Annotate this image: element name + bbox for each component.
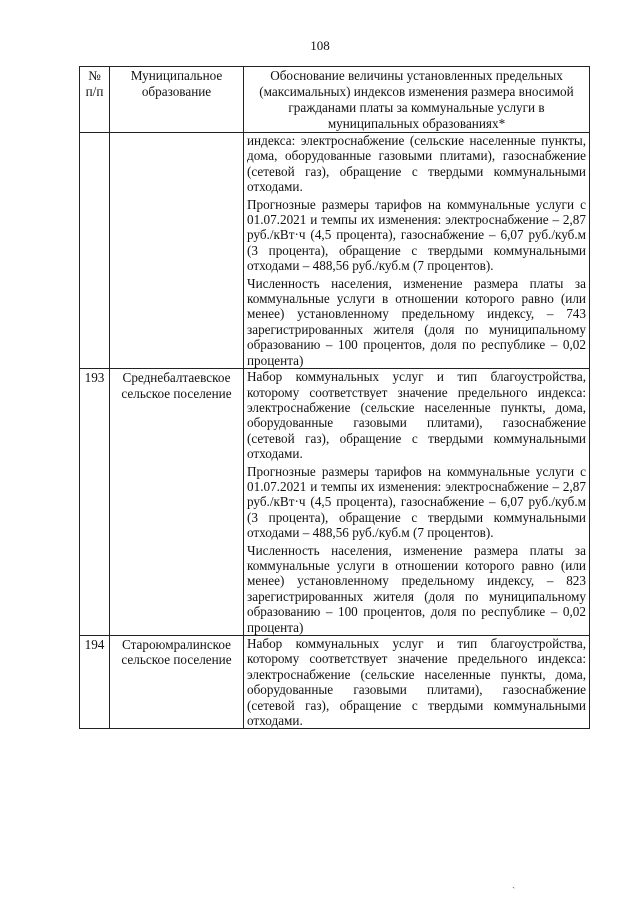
header-municipality: Муниципальное образование: [110, 67, 244, 133]
paragraph: Численность населения, изменение размера платы за коммунальные услуги в отношении которого равно (или менее) установленному предельному индексу, – 823 зарегистрированных жителя (доля по муниципальному образованию – 100 процентов, доля по республике – 0,02 процента): [247, 542, 586, 635]
row-municipality: Староюмралинское сельское поселение: [110, 636, 244, 729]
row-justification: [244, 133, 590, 369]
row-justification: [244, 369, 590, 636]
paragraph: индекса: электроснабжение (сельские населенные пункты, дома, оборудованные газовыми плитами), газоснабжение (сетевой газ), обращение с твердыми коммунальными отходами.: [247, 133, 586, 195]
table-row: [80, 636, 590, 729]
paragraph: Численность населения, изменение размера платы за коммунальные услуги в отношении которого равно (или менее) установленному предельному индексу, – 743 зарегистрированных жителя (доля по муниципальному образованию – 100 процентов, доля по республике – 0,02 процента): [247, 275, 586, 368]
page-number: 108: [310, 38, 330, 53]
table-row: [80, 133, 590, 369]
header-justification: Обоснование величины установленных предельных (максимальных) индексов изменения размера вносимой гражданами платы за коммунальные услуги в муниципальных образованиях*: [244, 67, 590, 133]
row-num: [80, 133, 110, 369]
paragraph: Прогнозные размеры тарифов на коммунальные услуги с 01.07.2021 и темпы их изменения: электроснабжение – 2,87 руб./кВт·ч (4,5 процента), газоснабжение – 6,07 руб./куб.м (3 процента), обращение с твердыми коммунальными отходами – 488,56 руб./куб.м (7 процентов).: [247, 463, 586, 541]
row-municipality: [110, 133, 244, 369]
header-num: № п/п: [80, 67, 110, 133]
tariff-table: [79, 66, 590, 729]
row-num: 194: [80, 636, 110, 729]
row-municipality: Среднебалтаевское сельское поселение: [110, 369, 244, 636]
scan-speck: ˎ: [512, 878, 516, 889]
paragraph: Набор коммунальных услуг и тип благоустройства, которому соответствует значение предельного индекса: электроснабжение (сельские населенные пункты, дома, оборудованные газовыми плитами), газоснабжение (сетевой газ), обращение с твердыми коммунальными отходами.: [247, 636, 586, 729]
paragraph: Прогнозные размеры тарифов на коммунальные услуги с 01.07.2021 и темпы их изменения: электроснабжение – 2,87 руб./кВт·ч (4,5 процента), газоснабжение – 6,07 руб./куб.м (3 процента), обращение с твердыми коммунальными отходами – 488,56 руб./куб.м (7 процентов).: [247, 196, 586, 274]
row-num: 193: [80, 369, 110, 636]
table-row: [80, 369, 590, 636]
table-header: [80, 67, 590, 133]
paragraph: Набор коммунальных услуг и тип благоустройства, которому соответствует значение предельного индекса: электроснабжение (сельские населенные пункты, дома, оборудованные газовыми плитами), газоснабжение (сетевой газ), обращение с твердыми коммунальными отходами.: [247, 369, 586, 462]
row-justification: [244, 636, 590, 729]
